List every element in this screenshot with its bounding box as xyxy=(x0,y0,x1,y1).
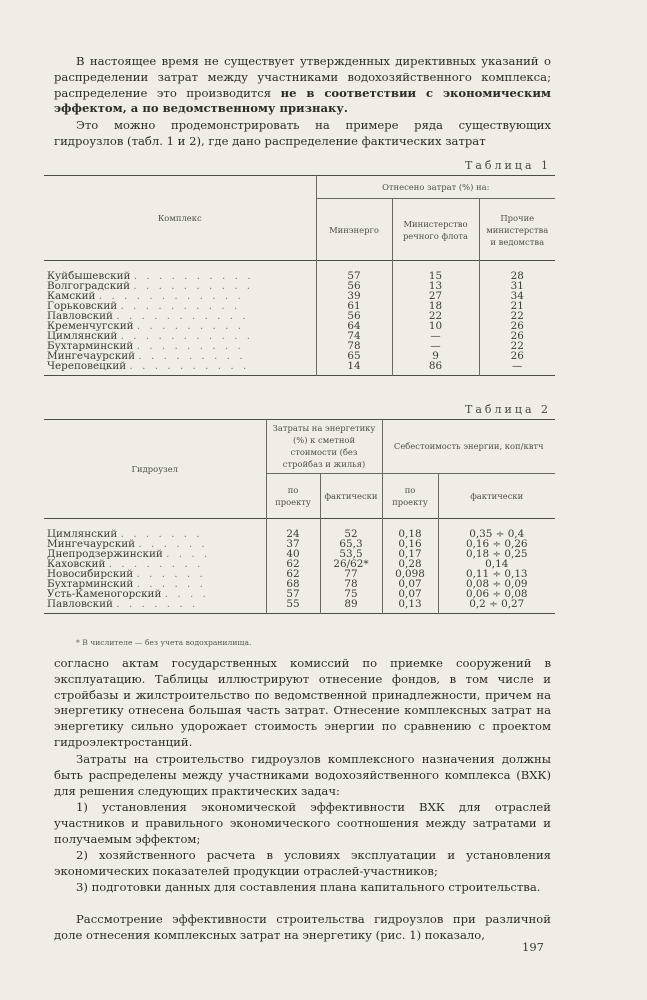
table1-cell: 74 xyxy=(316,331,392,341)
table2-cell: 75 xyxy=(320,589,382,599)
table2-cell: 0,18 xyxy=(382,519,438,540)
table1-caption: Таблица 1 xyxy=(465,159,551,172)
table1-row-name: Горьковский xyxy=(47,300,118,312)
table2-cell: 40 xyxy=(266,549,320,559)
table2-sub-project-2: по проекту xyxy=(382,473,438,518)
table2-cell: 53,5 xyxy=(320,549,382,559)
table2-cell: 0,18 ÷ 0,25 xyxy=(438,549,555,559)
table1-cell: 61 xyxy=(316,301,392,311)
table1-row-name: Кременчугский xyxy=(47,320,134,332)
table2-cell: 0,06 ÷ 0,08 xyxy=(438,589,555,599)
table2-cell: 0,28 xyxy=(382,559,438,569)
table1-row-name: Мингечаурский xyxy=(47,350,136,362)
table1-cell: 86 xyxy=(392,361,479,376)
table2-header-group-1: Затраты на энергетику (%) к сметной стоимости (без стройбаз и жилья) xyxy=(266,420,382,474)
table2-cell: 0,07 xyxy=(382,589,438,599)
table1-header-col-1: Минэнерго xyxy=(316,199,392,261)
table2-sub-actual-1: фактически xyxy=(320,473,382,518)
list-item-2: 2) хозяйственного расчета в условиях эксплуатации и установления экономических показателей продукции отраслей-участников; xyxy=(54,848,551,878)
table2-cell: 68 xyxy=(266,579,320,589)
table2-cell: 55 xyxy=(266,599,320,614)
table2-cell: 62 xyxy=(266,559,320,569)
table2-cell: 0,08 ÷ 0,09 xyxy=(438,579,555,589)
table-1: Комплекс Отнесено затрат (%) на: Минэнерго Министерство речного флота Прочие министерства и ведомства Куйбышевский . . . . . . . . . . 57 15 28 Волгоградский . . . . . . . . . . 56 13 31 Камский . . . . . . . . . . . . 39 27 34 Горьковский . . . . . . . . . . 61 18 21 Павловский . . . . . . . . . . . 56 22 22 Кременчугский . . . . . . . . . 64 10 26 Цимлянский . . . . . . . . . . . 74 — 26 Бухтарминский . . . . . . . . . 78 — 22 Мингечаурский . . . . . . . . . 65 9 26 Череповецкий . . . . . . . . . . 14 86 — xyxy=(44,175,555,376)
table2-sub-actual-2: фактически xyxy=(438,473,555,518)
body-paragraph-4: Затраты на строительство гидроузлов комплексного назначения должны быть распределены между участниками водохозяйственного комплекса (ВХК) для решения следующих практических задач: xyxy=(54,752,551,798)
table1-row-name: Череповецкий xyxy=(47,360,127,372)
table2-cell: 62 xyxy=(266,569,320,579)
table2-row-name: Днепродзержинский xyxy=(47,548,163,560)
table2-cell: 0,07 xyxy=(382,579,438,589)
table2-cell: 26/62* xyxy=(320,559,382,569)
table2-header-group-2: Себестоимость энергии, коп/квтч xyxy=(382,420,555,474)
page-number: 197 xyxy=(522,940,544,954)
table1-cell: 56 xyxy=(316,311,392,321)
table2-cell: 0,16 ÷ 0,26 xyxy=(438,539,555,549)
list-item-1: 1) установления экономической эффективности ВХК для отраслей участников и правильного экономического соотношения между затратами и получаемым эффектом; xyxy=(54,800,551,846)
table1-cell: 22 xyxy=(479,341,555,351)
table1-header-group: Отнесено затрат (%) на: xyxy=(316,176,555,199)
table1-cell: 15 xyxy=(392,261,479,282)
table1-cell: — xyxy=(392,341,479,351)
table1-row-name: Павловский xyxy=(47,310,113,322)
table2-cell: 24 xyxy=(266,519,320,540)
table1-row-name: Волгоградский xyxy=(47,280,131,292)
table2-cell: 0,35 ÷ 0,4 xyxy=(438,519,555,540)
table2-cell: 77 xyxy=(320,569,382,579)
intro-paragraph-2: Это можно продемонстрировать на примере ряда существующих гидроузлов (табл. 1 и 2), где дано распределение фактических затрат xyxy=(54,118,551,148)
table1-row-name: Камский xyxy=(47,290,96,302)
table2-row-name: Каховский xyxy=(47,558,106,570)
table2-header-node: Гидроузел xyxy=(131,464,178,474)
table2-cell: 65,3 xyxy=(320,539,382,549)
table1-cell: 64 xyxy=(316,321,392,331)
table1-cell: 22 xyxy=(392,311,479,321)
table2-cell: 0,17 xyxy=(382,549,438,559)
table1-cell: 14 xyxy=(316,361,392,376)
table2-row-name: Мингечаурский xyxy=(47,538,136,550)
table1-cell: 28 xyxy=(479,261,555,282)
body-paragraph-3: согласно актам государственных комиссий по приемке сооружений в эксплуатацию. Таблицы иллюстрируют отнесение фондов, в том числе и стройбазы и жилстроительство по ведомственной принадлежности, причем на энергетику отнесена большая часть затрат. Отнесение комплексных затрат на энергетику сильно удорожает стоимость энергии по сравнению с проектом гидроэлектростанций. xyxy=(54,656,551,749)
table1-cell: 26 xyxy=(479,351,555,361)
table1-cell: 22 xyxy=(479,311,555,321)
table1-cell: 56 xyxy=(316,281,392,291)
table1-cell: 26 xyxy=(479,331,555,341)
body-paragraph-5: Рассмотрение эффективности строительства гидроузлов при различной доле отнесения комплексных затрат на энергетику (рис. 1) показало, xyxy=(54,912,551,942)
table1-cell: 78 xyxy=(316,341,392,351)
table1-header-col-3: Прочие министерства и ведомства xyxy=(479,199,555,261)
table1-row-name: Куйбышевский xyxy=(47,270,131,282)
table1-cell: 9 xyxy=(392,351,479,361)
table2-cell: 0,13 xyxy=(382,599,438,614)
table1-cell: 26 xyxy=(479,321,555,331)
table1-cell: 27 xyxy=(392,291,479,301)
table-2: Гидроузел Затраты на энергетику (%) к сметной стоимости (без стройбаз и жилья) Себестоимость энергии, коп/квтч по проекту фактически по проекту фактически Цимлянский . . . . . . . 24 52 0,18 0,35 ÷ 0,4 Мингечаурский . . . . . . 37 65,3 0,16 0,16 ÷ 0,26 Днепродзержинский . . . . 40 53,5 0,17 0,18 ÷ 0,25 Каховский . . . . . . . . 62 26/62* 0,28 0,14 Новосибирский . . . . . . 62 77 0,098 0,11 ÷ 0,13 Бухтарминский . . . . . . 68 78 0,07 0,08 ÷ 0,09 Усть-Каменогорский . . . . 57 75 0,07 0,06 ÷ 0,08 Павловский . . . . . . . 55 89 0,13 0,2 ÷ 0,27 xyxy=(44,419,555,614)
table1-cell: 34 xyxy=(479,291,555,301)
table1-cell: 18 xyxy=(392,301,479,311)
table2-row-name: Бухтарминский xyxy=(47,578,134,590)
table1-cell: — xyxy=(392,331,479,341)
table1-header-complex: Комплекс xyxy=(157,213,202,223)
table2-cell: 57 xyxy=(266,589,320,599)
table1-cell: 31 xyxy=(479,281,555,291)
table2-cell: 37 xyxy=(266,539,320,549)
list-item-3: 3) подготовки данных для составления плана капитального строительства. xyxy=(76,880,541,894)
table2-row-name: Павловский xyxy=(47,598,113,610)
intro-bold-text: не в соответствии с экономическим эффектом, а по ведомственному признаку. xyxy=(54,85,551,116)
table2-row-name: Цимлянский xyxy=(47,528,118,540)
table2-cell: 78 xyxy=(320,579,382,589)
table1-row-name: Бухтарминский xyxy=(47,340,134,352)
table2-row-name: Усть-Каменогорский xyxy=(47,588,162,600)
intro-text: В настоящее время не существует утвержденных директивных указаний о распределении затрат между участниками водохозяйственного комплекса; распределение это производится xyxy=(54,54,551,100)
table2-caption: Таблица 2 xyxy=(465,403,551,416)
table2-cell: 52 xyxy=(320,519,382,540)
table2-cell: 0,098 xyxy=(382,569,438,579)
table1-cell: 65 xyxy=(316,351,392,361)
table2-sub-project-1: по проекту xyxy=(266,473,320,518)
table2-cell: 0,2 ÷ 0,27 xyxy=(438,599,555,614)
table2-footnote: * В числителе — без учета водохранилища. xyxy=(76,638,252,647)
table2-cell: 0,16 xyxy=(382,539,438,549)
table1-cell: 10 xyxy=(392,321,479,331)
table1-cell: 57 xyxy=(316,261,392,282)
table2-row-name: Новосибирский xyxy=(47,568,134,580)
table2-cell: 0,14 xyxy=(438,559,555,569)
intro-paragraph-1 xyxy=(54,54,551,117)
table1-header-col-2: Министерство речного флота xyxy=(392,199,479,261)
table1-row-name: Цимлянский xyxy=(47,330,118,342)
table2-cell: 0,11 ÷ 0,13 xyxy=(438,569,555,579)
table1-cell: 13 xyxy=(392,281,479,291)
table1-cell: 21 xyxy=(479,301,555,311)
table2-cell: 89 xyxy=(320,599,382,614)
table1-cell: — xyxy=(479,361,555,376)
table1-cell: 39 xyxy=(316,291,392,301)
